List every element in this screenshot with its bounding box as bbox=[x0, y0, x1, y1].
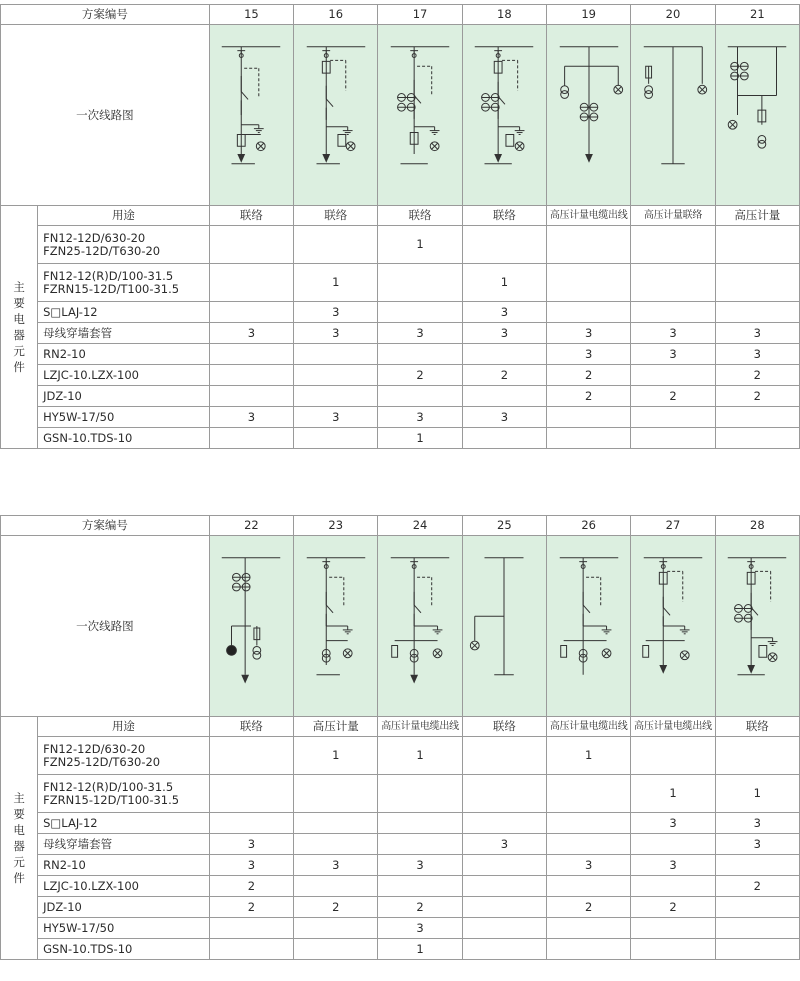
component-qty bbox=[547, 876, 631, 897]
component-qty: 2 bbox=[715, 365, 799, 386]
scheme-number: 19 bbox=[547, 5, 631, 25]
component-qty: 3 bbox=[294, 323, 378, 344]
component-qty bbox=[547, 264, 631, 302]
component-qty bbox=[547, 939, 631, 960]
component-qty: 3 bbox=[715, 344, 799, 365]
component-qty: 3 bbox=[631, 855, 715, 876]
scheme-number-label: 方案编号 bbox=[1, 516, 210, 536]
component-qty bbox=[294, 918, 378, 939]
component-qty: 3 bbox=[631, 813, 715, 834]
component-qty: 2 bbox=[209, 876, 293, 897]
component-qty: 1 bbox=[547, 737, 631, 775]
component-qty bbox=[547, 302, 631, 323]
usage-value: 联络 bbox=[715, 717, 799, 737]
component-qty bbox=[631, 939, 715, 960]
component-qty: 2 bbox=[378, 897, 462, 918]
component-qty bbox=[462, 737, 546, 775]
component-row bbox=[1, 302, 800, 323]
component-qty: 3 bbox=[462, 407, 546, 428]
component-name: FN12-12D/630-20 FZN25-12D/T630-20 bbox=[38, 226, 210, 264]
component-qty: 3 bbox=[378, 855, 462, 876]
component-qty bbox=[209, 813, 293, 834]
component-qty: 3 bbox=[715, 813, 799, 834]
component-qty bbox=[378, 302, 462, 323]
component-name: 母线穿墙套管 bbox=[38, 323, 210, 344]
component-qty: 3 bbox=[547, 323, 631, 344]
component-qty bbox=[631, 737, 715, 775]
component-name: S□LAJ-12 bbox=[38, 302, 210, 323]
component-qty bbox=[209, 264, 293, 302]
component-qty bbox=[294, 939, 378, 960]
component-name: LZJC-10.LZX-100 bbox=[38, 876, 210, 897]
circuit-diagram bbox=[462, 536, 546, 717]
component-qty bbox=[631, 834, 715, 855]
component-row bbox=[1, 386, 800, 407]
component-qty bbox=[378, 834, 462, 855]
component-row bbox=[1, 876, 800, 897]
component-qty bbox=[378, 386, 462, 407]
component-qty bbox=[547, 834, 631, 855]
component-qty: 3 bbox=[378, 323, 462, 344]
component-qty: 3 bbox=[378, 918, 462, 939]
component-qty bbox=[209, 428, 293, 449]
component-qty bbox=[547, 407, 631, 428]
component-qty bbox=[378, 264, 462, 302]
component-row bbox=[1, 737, 800, 775]
component-qty bbox=[631, 428, 715, 449]
component-qty: 1 bbox=[378, 226, 462, 264]
circuit-diagram bbox=[294, 536, 378, 717]
scheme-number: 28 bbox=[715, 516, 799, 536]
component-qty bbox=[209, 344, 293, 365]
component-qty bbox=[547, 775, 631, 813]
component-qty bbox=[378, 775, 462, 813]
component-qty: 3 bbox=[631, 323, 715, 344]
component-qty: 2 bbox=[209, 897, 293, 918]
component-qty: 3 bbox=[294, 407, 378, 428]
component-qty bbox=[462, 855, 546, 876]
component-qty: 3 bbox=[547, 344, 631, 365]
circuit-diagram bbox=[631, 25, 715, 206]
component-row bbox=[1, 365, 800, 386]
component-qty bbox=[209, 918, 293, 939]
component-qty: 2 bbox=[547, 386, 631, 407]
component-qty: 1 bbox=[378, 428, 462, 449]
component-qty bbox=[715, 855, 799, 876]
component-qty: 1 bbox=[378, 737, 462, 775]
component-row bbox=[1, 264, 800, 302]
component-qty bbox=[547, 813, 631, 834]
component-qty bbox=[462, 813, 546, 834]
circuit-diagram bbox=[462, 25, 546, 206]
component-qty: 3 bbox=[715, 323, 799, 344]
component-qty: 3 bbox=[209, 834, 293, 855]
usage-value: 联络 bbox=[378, 206, 462, 226]
component-qty: 3 bbox=[209, 855, 293, 876]
component-name: GSN-10.TDS-10 bbox=[38, 939, 210, 960]
component-qty bbox=[715, 918, 799, 939]
component-row bbox=[1, 918, 800, 939]
component-qty bbox=[378, 344, 462, 365]
usage-value: 高压计量电缆出线 bbox=[631, 717, 715, 737]
usage-value: 高压计量电缆出线 bbox=[547, 206, 631, 226]
circuit-diagram bbox=[294, 25, 378, 206]
component-qty: 2 bbox=[715, 876, 799, 897]
component-qty: 2 bbox=[378, 365, 462, 386]
component-qty: 2 bbox=[547, 897, 631, 918]
component-qty bbox=[209, 365, 293, 386]
circuit-diagram bbox=[547, 536, 631, 717]
usage-value: 联络 bbox=[462, 717, 546, 737]
component-qty: 2 bbox=[631, 386, 715, 407]
component-name: JDZ-10 bbox=[38, 386, 210, 407]
component-qty: 2 bbox=[294, 897, 378, 918]
component-qty bbox=[715, 897, 799, 918]
circuit-diagram bbox=[715, 536, 799, 717]
usage-value: 高压计量 bbox=[294, 717, 378, 737]
component-qty bbox=[715, 302, 799, 323]
scheme-number: 22 bbox=[209, 516, 293, 536]
circuit-diagram bbox=[378, 25, 462, 206]
scheme-number: 16 bbox=[294, 5, 378, 25]
component-qty: 2 bbox=[715, 386, 799, 407]
component-qty bbox=[294, 386, 378, 407]
component-name: HY5W-17/50 bbox=[38, 918, 210, 939]
component-group-label: 主 要 电 器 元 件 bbox=[1, 717, 38, 960]
equipment-table bbox=[0, 4, 800, 449]
component-name: HY5W-17/50 bbox=[38, 407, 210, 428]
diagram-label: 一次线路图 bbox=[1, 25, 210, 206]
component-row bbox=[1, 813, 800, 834]
component-qty: 1 bbox=[715, 775, 799, 813]
scheme-number: 18 bbox=[462, 5, 546, 25]
circuit-diagram bbox=[547, 25, 631, 206]
component-row bbox=[1, 407, 800, 428]
equipment-table bbox=[0, 515, 800, 960]
component-qty: 1 bbox=[378, 939, 462, 960]
component-qty bbox=[294, 365, 378, 386]
component-row bbox=[1, 834, 800, 855]
component-qty bbox=[547, 428, 631, 449]
component-qty bbox=[715, 737, 799, 775]
component-qty bbox=[209, 775, 293, 813]
usage-value: 高压计量电缆出线 bbox=[547, 717, 631, 737]
scheme-number: 21 bbox=[715, 5, 799, 25]
component-row bbox=[1, 323, 800, 344]
component-row bbox=[1, 897, 800, 918]
component-qty: 1 bbox=[294, 264, 378, 302]
component-qty: 3 bbox=[378, 407, 462, 428]
component-qty bbox=[631, 876, 715, 897]
component-qty bbox=[462, 226, 546, 264]
component-qty: 2 bbox=[631, 897, 715, 918]
scheme-number: 23 bbox=[294, 516, 378, 536]
usage-value: 联络 bbox=[209, 206, 293, 226]
component-name: FN12-12(R)D/100-31.5 FZRN15-12D/T100-31.5 bbox=[38, 775, 210, 813]
component-qty: 3 bbox=[462, 834, 546, 855]
component-qty bbox=[547, 226, 631, 264]
component-qty: 3 bbox=[715, 834, 799, 855]
usage-value: 联络 bbox=[462, 206, 546, 226]
component-qty bbox=[462, 897, 546, 918]
component-qty bbox=[294, 344, 378, 365]
component-qty: 3 bbox=[547, 855, 631, 876]
scheme-number: 17 bbox=[378, 5, 462, 25]
component-qty: 3 bbox=[209, 407, 293, 428]
component-name: LZJC-10.LZX-100 bbox=[38, 365, 210, 386]
component-qty bbox=[715, 264, 799, 302]
circuit-diagram bbox=[715, 25, 799, 206]
component-qty bbox=[294, 813, 378, 834]
usage-value: 高压计量电缆出线 bbox=[378, 717, 462, 737]
component-qty: 3 bbox=[462, 323, 546, 344]
component-qty: 3 bbox=[462, 302, 546, 323]
circuit-diagram bbox=[209, 536, 293, 717]
circuit-diagram bbox=[209, 25, 293, 206]
component-qty bbox=[631, 264, 715, 302]
component-qty: 1 bbox=[294, 737, 378, 775]
scheme-number: 26 bbox=[547, 516, 631, 536]
component-qty bbox=[294, 876, 378, 897]
component-qty bbox=[294, 428, 378, 449]
component-qty bbox=[462, 344, 546, 365]
component-row bbox=[1, 855, 800, 876]
usage-value: 联络 bbox=[209, 717, 293, 737]
component-row bbox=[1, 344, 800, 365]
component-name: S□LAJ-12 bbox=[38, 813, 210, 834]
component-qty bbox=[462, 386, 546, 407]
component-row bbox=[1, 226, 800, 264]
component-qty bbox=[631, 407, 715, 428]
component-qty: 2 bbox=[462, 365, 546, 386]
scheme-number: 24 bbox=[378, 516, 462, 536]
component-qty: 3 bbox=[631, 344, 715, 365]
component-qty bbox=[631, 918, 715, 939]
component-qty bbox=[715, 407, 799, 428]
scheme-number: 15 bbox=[209, 5, 293, 25]
circuit-diagram bbox=[631, 536, 715, 717]
component-name: RN2-10 bbox=[38, 344, 210, 365]
component-qty bbox=[462, 918, 546, 939]
scheme-number: 25 bbox=[462, 516, 546, 536]
usage-label: 用途 bbox=[38, 206, 210, 226]
component-qty bbox=[294, 226, 378, 264]
component-qty bbox=[631, 302, 715, 323]
component-qty bbox=[715, 428, 799, 449]
component-qty bbox=[462, 775, 546, 813]
usage-label: 用途 bbox=[38, 717, 210, 737]
component-qty bbox=[294, 834, 378, 855]
component-qty: 1 bbox=[631, 775, 715, 813]
usage-value: 联络 bbox=[294, 206, 378, 226]
diagram-label: 一次线路图 bbox=[1, 536, 210, 717]
component-qty bbox=[209, 302, 293, 323]
component-qty bbox=[631, 365, 715, 386]
scheme-number: 27 bbox=[631, 516, 715, 536]
component-qty bbox=[209, 737, 293, 775]
component-qty bbox=[378, 813, 462, 834]
component-qty bbox=[462, 939, 546, 960]
scheme-number-label: 方案编号 bbox=[1, 5, 210, 25]
component-qty bbox=[715, 226, 799, 264]
usage-value: 高压计量联络 bbox=[631, 206, 715, 226]
component-name: RN2-10 bbox=[38, 855, 210, 876]
circuit-diagram bbox=[378, 536, 462, 717]
component-qty bbox=[462, 428, 546, 449]
component-row bbox=[1, 775, 800, 813]
component-qty: 3 bbox=[209, 323, 293, 344]
component-row bbox=[1, 428, 800, 449]
component-qty bbox=[209, 386, 293, 407]
component-name: GSN-10.TDS-10 bbox=[38, 428, 210, 449]
component-name: JDZ-10 bbox=[38, 897, 210, 918]
component-qty: 3 bbox=[294, 302, 378, 323]
component-qty bbox=[209, 939, 293, 960]
scheme-number: 20 bbox=[631, 5, 715, 25]
component-name: FN12-12D/630-20 FZN25-12D/T630-20 bbox=[38, 737, 210, 775]
component-qty bbox=[547, 918, 631, 939]
component-qty: 2 bbox=[547, 365, 631, 386]
component-qty bbox=[631, 226, 715, 264]
component-qty bbox=[378, 876, 462, 897]
component-qty bbox=[209, 226, 293, 264]
component-group-label: 主 要 电 器 元 件 bbox=[1, 206, 38, 449]
component-qty bbox=[715, 939, 799, 960]
component-qty bbox=[462, 876, 546, 897]
component-qty: 3 bbox=[294, 855, 378, 876]
component-row bbox=[1, 939, 800, 960]
component-qty bbox=[294, 775, 378, 813]
component-name: FN12-12(R)D/100-31.5 FZRN15-12D/T100-31.5 bbox=[38, 264, 210, 302]
component-name: 母线穿墙套管 bbox=[38, 834, 210, 855]
component-qty: 1 bbox=[462, 264, 546, 302]
usage-value: 高压计量 bbox=[715, 206, 799, 226]
